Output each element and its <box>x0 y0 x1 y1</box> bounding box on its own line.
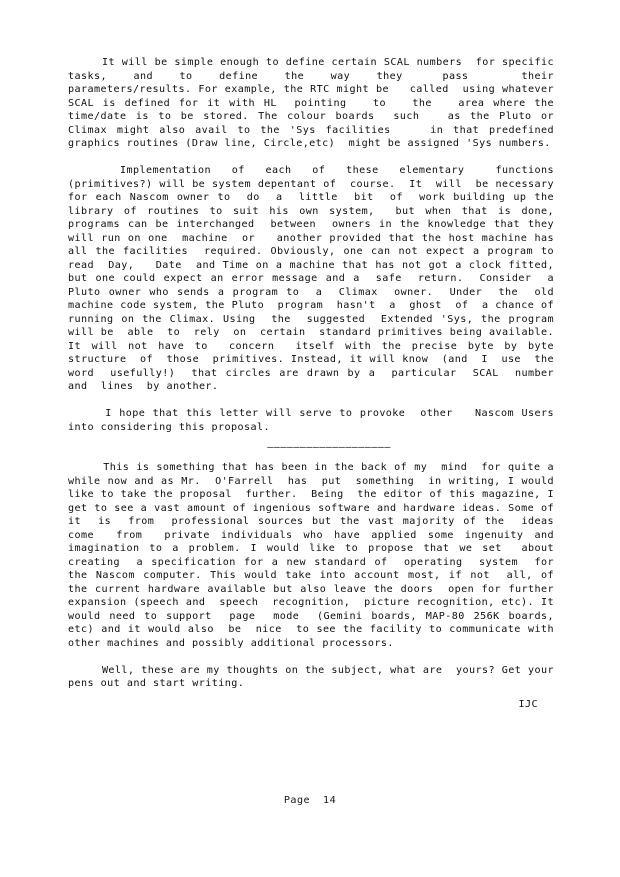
paragraph-closing-thoughts: Well, these are my thoughts on the subject, what are yours? Get your pens out and start writing. <box>68 664 561 689</box>
signature-gap <box>68 691 554 698</box>
paragraph-gap <box>68 650 554 664</box>
paragraph-gap <box>68 151 554 165</box>
section-divider <box>68 434 554 461</box>
page-footer: Page 14 <box>283 795 337 806</box>
article-text-column <box>68 56 568 711</box>
paragraph-editor-proposal: This is something that has been in the back of my mind for quite a while now and as Mr. O'Farrell has put something in writing, I would like to take the proposal further. Being the editor of this magazine, I get to see a vast amount of ingenious software and hardware ideas. Some of it is from professional sources but the vast majority of the ideas come from private individuals who have applied some ingenuity and imagination to a problem. I would like to propose that we set about creating a specification for a new standard of operating system for the Nascom computer. This would take into account most, if not all, of the current hardware available but also leave the doors open for further expansion (speech and speech recognition, picture recognition, etc). It would need to support page mode (Gemini boards, MAP-80 256K boards, etc) and it would also be nice to see the facility to communicate with other machines and possibly additional processors. <box>68 462 568 649</box>
paragraph-gap <box>68 394 554 408</box>
dashed-rule: ——————————————————— <box>267 441 391 453</box>
paragraph-hope-letter: I hope that this letter will serve to provoke other Nascom Users into considering this proposal. <box>68 408 561 433</box>
paragraph-scal-numbers: It will be simple enough to define certain SCAL numbers for specific tasks, and to define the way they pass their parameters/results. For example, the RTC might be called using whatever SCAL is defined for it with HL pointing to the area where the time/date is to be stored. The colour boards such as the Pluto or Climax might also avail to the 'Sys facilities in that predefined graphics routines (Draw line, Circle,etc) might be assigned 'Sys numbers. <box>68 57 568 149</box>
paragraph-implementation: Implementation of each of these elementary functions (primitives?) will be system depentant of course. It will be necessary for each Nascom owner to do a little bit of work building up the library of routines to suit his own system, but when that is done, programs can be interchanged between owners in the knowledge that they will run on one machine or another provided that the host machine has all the facilities required. Obviously, one can not expect a program to read Day, Date and Time on a machine that has not got a clock fitted, but one could expect an error message and a safe return. Consider a Pluto owner who sends a program to a Climax owner. Under the old machine code system, the Pluto program hasn't a ghost of a chance of running on the Climax. Using the suggested Extended 'Sys, the program will be able to rely on certain standard primitives being available. It will not have to concern itself with the precise byte by byte structure of those primitives. Instead, it will know (and I use the word usefully!) that circles are drawn by a particular SCAL number and lines by another. <box>68 165 568 392</box>
author-initials: IJC <box>518 698 538 710</box>
